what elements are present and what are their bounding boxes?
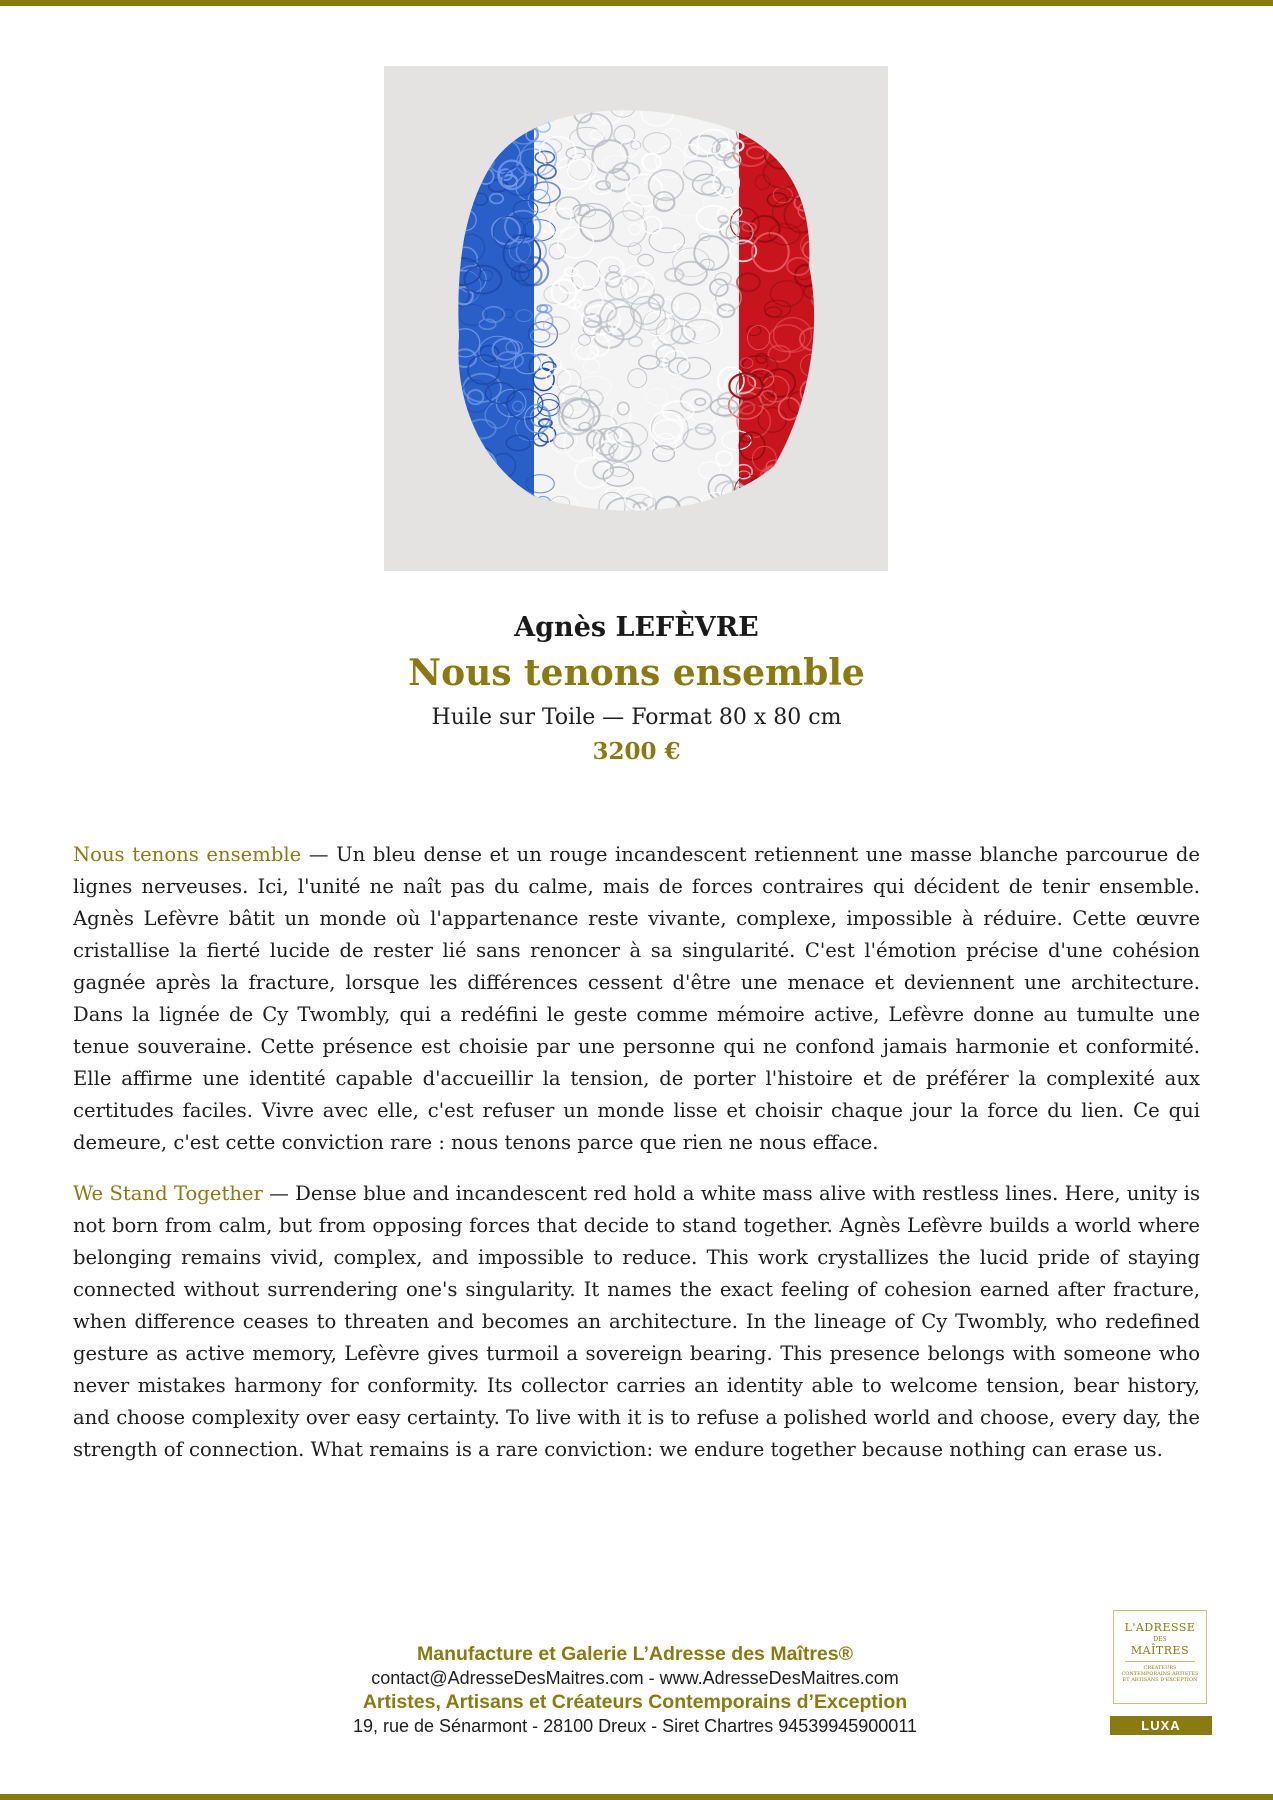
luxa-badge: LUXA	[1110, 1716, 1212, 1735]
logo-line-1: L'ADRESSE	[1124, 1621, 1196, 1634]
description-english-lead: We Stand Together	[73, 1182, 263, 1205]
footer-company: Manufacture et Galerie L’Adresse des Maîtres®	[417, 1643, 853, 1665]
artwork-price: 3200 €	[592, 738, 681, 765]
bottom-border	[0, 1794, 1273, 1800]
gallery-logo	[1113, 1610, 1207, 1704]
description-french	[73, 839, 1200, 1159]
description-english	[73, 1178, 1200, 1466]
painting-flag-curls	[384, 66, 888, 571]
footer-address: 19, rue de Sénarmont - 28100 Dreux - Siret Chartres 94539945900011	[352, 1716, 918, 1736]
footer	[270, 1642, 1000, 1738]
artwork-image	[384, 66, 888, 571]
logo-rule	[1125, 1661, 1195, 1662]
artwork-title: Nous tenons ensemble	[408, 652, 865, 694]
logo-line-2: DES	[1153, 1636, 1167, 1643]
footer-contact: contact@AdresseDesMaitres.com - www.AdresseDesMaitres.com	[371, 1668, 899, 1688]
footer-tagline: Artistes, Artisans et Créateurs Contemporains d’Exception	[362, 1691, 908, 1713]
top-border	[0, 0, 1273, 6]
description-english-body: — Dense blue and incandescent red hold a white mass alive with restless lines. Here, unity is not born from calm, but from opposing forces that decide to stand together. Agnès Lefèvre builds a world where belonging remains vivid, complex, and impossible to reduce. This work crystallizes the lucid pride of staying connected without surrendering one's singularity. It names the exact feeling of cohesion earned after fracture, when difference ceases to threaten and becomes an architecture. In the lineage of Cy Twombly, who redefined gesture as active memory, Lefèvre gives turmoil a sovereign bearing. This presence belongs with someone who never mistakes harmony for conformity. Its collector carries an identity able to welcome tension, bear history, and choose complexity over easy certainty. To live with it is to refuse a polished world and choose, every day, the strength of connection. What remains is a rare conviction: we endure together because nothing can erase us.	[73, 1182, 1200, 1461]
logo-line-4: CRÉATEURS CONTEMPORAINS ARTISTES ET ARTISANS D'EXCEPTION	[1121, 1665, 1199, 1683]
description-french-lead: Nous tenons ensemble	[73, 843, 302, 866]
artist-name: Agnès LEFÈVRE	[514, 612, 759, 643]
description-french-body: — Un bleu dense et un rouge incandescent retiennent une masse blanche parcourue de lignes nerveuses. Ici, l'unité ne naît pas du calme, mais de forces contraires qui décident de tenir ensemble. Agnès Lefèvre bâtit un monde où l'appartenance reste vivante, complexe, impossible à réduire. Cette œuvre cristallise la fierté lucide de rester lié sans renoncer à sa singularité. C'est l'émotion précise d'une cohésion gagnée après la fracture, lorsque les différences cessent d'être une menace et deviennent une architecture. Dans la lignée de Cy Twombly, qui a redéfini le geste comme mémoire active, Lefèvre donne au tumulte une tenue souveraine. Cette présence est choisie par une personne qui ne confond jamais harmonie et conformité. Elle affirme une identité capable d'accueillir la tension, de porter l'histoire et de préférer la complexité aux certitudes faciles. Vivre avec elle, c'est refuser un monde lisse et choisir chaque jour la force du lien. Ce qui demeure, c'est cette conviction rare : nous tenons parce que rien ne nous efface.	[73, 843, 1200, 1154]
logo-line-3: MAÎTRES	[1130, 1644, 1190, 1657]
artwork-medium: Huile sur Toile — Format 80 x 80 cm	[431, 705, 842, 730]
